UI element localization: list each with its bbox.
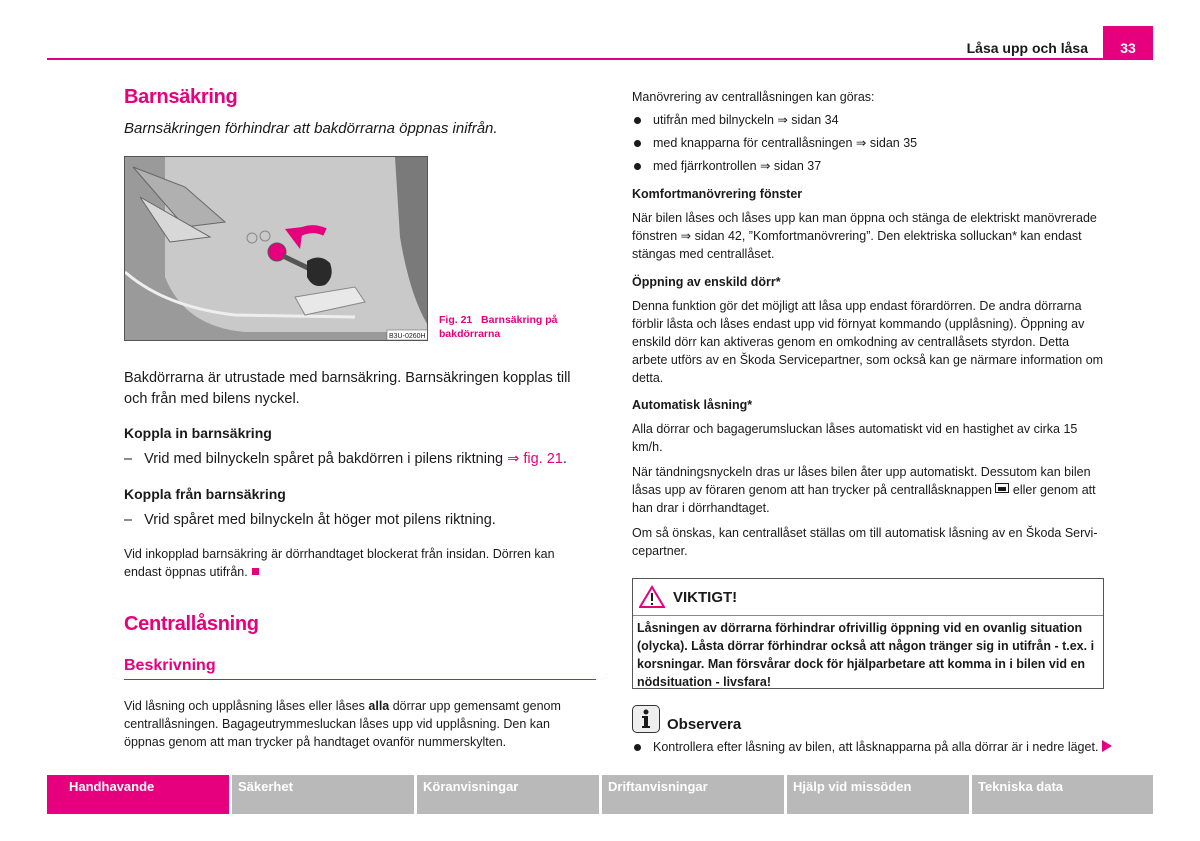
paragraph-barnsakring: Bakdörrarna är utrustade med barnsäkring. Barnsäkringen kopplas till och från med bilens nyckel. — [124, 370, 571, 407]
paragraph-komfort: När bilen låses och låses upp kan man öppna och stänga de elektriskt manövrerade fönstren ⇒ sidan 42, ”Komfortmanövrering”. Den elektriska solluckan* kan endast stängas med centrallåset. — [632, 211, 1097, 261]
page-number: 33 — [1103, 26, 1153, 60]
door-lock-illustration — [125, 157, 428, 341]
section-title-barnsakring: Barnsäkring — [124, 86, 238, 108]
paragraph-text-b: dörrar upp gemensamt genom centrallåsningen. Bagageutrymmesluckan låses upp vid upplåsning. Den kan öppnas genom att man trycker på handtaget ovanför nummerskylten. — [124, 699, 561, 749]
subsection-rule — [124, 679, 596, 680]
heading-oppning: Öppning av enskild dörr* — [632, 275, 781, 289]
end-mark-icon — [252, 568, 259, 575]
paragraph-oppning: Denna funktion gör det möjligt att låsa upp endast förardörren. De andra dörrarna förblir låsta och låses endast upp vid förnyat kommando (upplåsning). Öppning av enskild dörr kan aktiveras genom en omkodning av centrallåsets styrdon. Detta arbete utförs av en Škoda Servicepartner, som också kan ge närmare information om detta. — [632, 299, 1104, 385]
footer-tab-driftanvisningar[interactable]: Driftanvisningar — [602, 775, 784, 814]
figure-code: B3U-0260H — [389, 333, 426, 340]
continue-arrow-icon — [1102, 740, 1112, 752]
note-bullet-text: Kontrollera efter låsning av bilen, att låsknapparna på alla dörrar är i nedre läget. — [653, 740, 1099, 754]
header-rule — [47, 58, 1153, 60]
intro-manovrering: Manövrering av centrallåsningen kan göras: — [632, 90, 875, 104]
paragraph-automatisk-1: Alla dörrar och bagagerumsluckan låses automatiskt vid en hastighet av cirka 15 km/h. — [632, 422, 1078, 454]
warning-header — [633, 579, 1103, 616]
footer-tab-koranvisningar[interactable]: Köranvisningar — [417, 775, 599, 814]
subheading-koppla-fran: Koppla från barnsäkring — [124, 486, 286, 502]
paragraph-automatisk-3: Om så önskas, kan centrallåset ställas om till automatisk låsning av en Škoda Servi-cepartner. — [632, 526, 1098, 558]
warning-text: Låsningen av dörrarna förhindrar ofrivillig öppning vid en ovanlig situation (olycka). Låsta dörrar förhindrar också att någon tränger sig in utifrån - t.ex. i korsningar. Man försvårar dock för hjälparbetare att komma in i bilen vid en nödsituation - livsfara! — [637, 621, 1095, 689]
step-dash: – — [124, 512, 133, 528]
list-item: med knapparna för centrallåsningen ⇒ sidan 35 — [632, 132, 1104, 155]
list-item: med fjärrkontrollen ⇒ sidan 37 — [632, 155, 1104, 178]
step-text: Vrid med bilnyckeln spåret på bakdörren i pilens riktning — [144, 451, 504, 467]
figure-reference-link[interactable]: ⇒ fig. 21 — [507, 451, 563, 467]
figure-caption-label: Fig. 21 — [439, 314, 473, 326]
list-item: utifrån med bilnyckeln ⇒ sidan 34 — [632, 109, 1104, 132]
note-list — [632, 736, 1122, 759]
paragraph-automatisk-2 — [632, 463, 1104, 517]
section-title-centrallasning: Centrallåsning — [124, 613, 259, 635]
step-dash: – — [124, 451, 133, 467]
info-note-icon — [632, 705, 660, 733]
subheading-koppla-in: Koppla in barnsäkring — [124, 425, 272, 441]
paragraph-centrallasning — [124, 697, 586, 751]
paragraph-text-a: När tändningsnyckeln dras ur låses bilen åter upp automatiskt. Dessutom kan bilen låsas upp av föraren genom att han trycker på centrallåsknappen — [632, 465, 1091, 497]
section-intro: Barnsäkringen förhindrar att bakdörrarna öppnas inifrån. — [124, 120, 498, 137]
heading-automatisk: Automatisk låsning* — [632, 398, 753, 412]
note-text: Vid inkopplad barnsäkring är dörrhandtaget blockerat från insidan. Dörren kan endast öppnas utifrån. — [124, 547, 555, 579]
figure-caption — [439, 313, 579, 341]
central-lock-button-icon — [995, 483, 1009, 493]
footer-tab-hjalp[interactable]: Hjälp vid missöden — [787, 775, 969, 814]
figure-door-illustration — [124, 156, 428, 341]
paragraph-text-b: eller genom att han drar i dörrhandtaget. — [632, 483, 1096, 515]
note-title: Observera — [667, 716, 742, 733]
figure-caption-text: Barnsäkring på bakdörrarna — [439, 314, 558, 340]
heading-komfort: Komfortmanövrering fönster — [632, 187, 803, 201]
footer-tab-sakerhet[interactable]: Säkerhet — [232, 775, 414, 814]
step-koppla-in: – Vrid med bilnyckeln spåret på bakdörren i pilens riktning ⇒ fig. 21. — [124, 451, 567, 467]
bullet-list-manovrering — [632, 109, 1104, 178]
note-barnsakring — [124, 545, 584, 581]
step-text: Vrid spåret med bilnyckeln åt höger mot pilens riktning. — [144, 512, 496, 528]
subsection-title-beskrivning: Beskrivning — [124, 657, 216, 674]
warning-box — [632, 578, 1104, 689]
paragraph-emphasis: alla — [368, 699, 390, 713]
page-header-title: Låsa upp och låsa — [966, 40, 1088, 56]
footer-tab-tekniska-data[interactable]: Tekniska data — [972, 775, 1153, 814]
step-koppla-fran — [124, 510, 596, 531]
warning-triangle-icon — [639, 585, 665, 609]
list-item — [632, 736, 1122, 759]
footer-tab-handhavande[interactable]: Handhavande — [47, 775, 229, 814]
warning-title: VIKTIGT! — [673, 588, 738, 606]
paragraph-text-a: Vid låsning och upplåsning låses eller låses — [124, 699, 365, 713]
